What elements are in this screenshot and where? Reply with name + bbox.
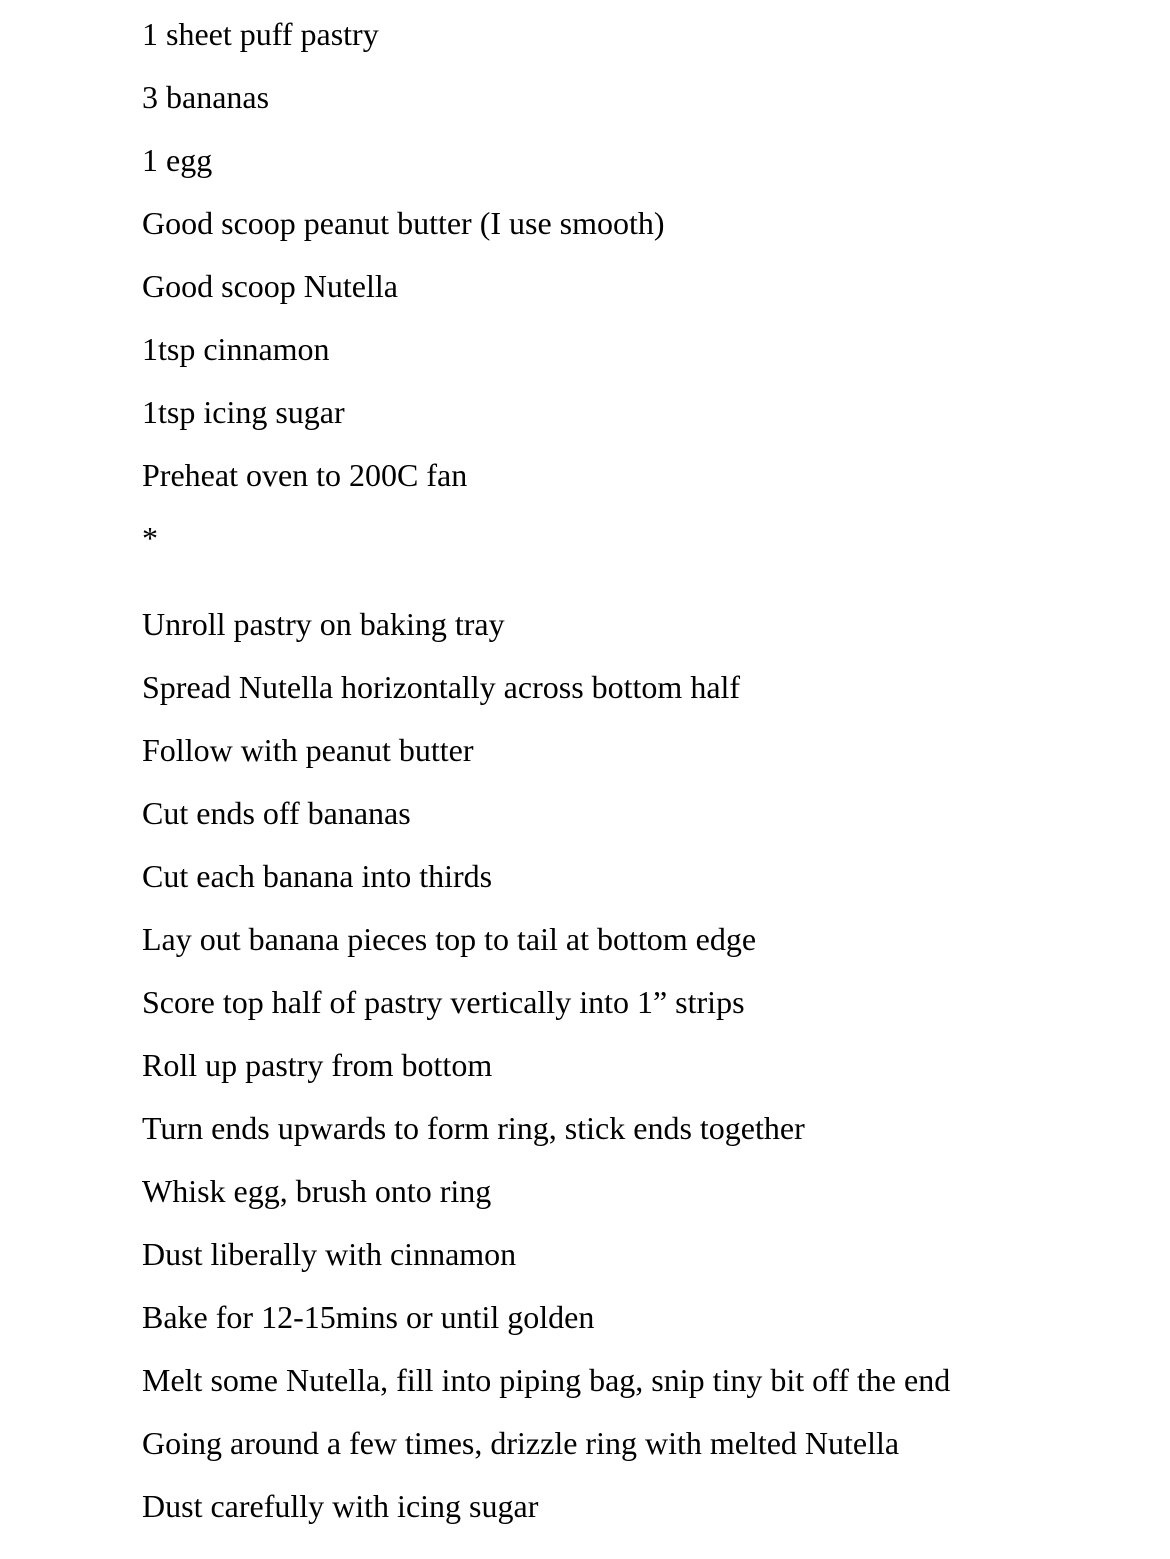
ingredient-line: 1tsp icing sugar [142,394,345,430]
step-line: Spread Nutella horizontally across bottom half [142,669,741,705]
step-line: Turn ends upwards to form ring, stick ends together [142,1110,805,1146]
ingredient-line: Good scoop peanut butter (I use smooth) [142,205,665,241]
step-line: Bake for 12-15mins or until golden [142,1299,595,1335]
step-line: Unroll pastry on baking tray [142,606,505,642]
step-line: Cut each banana into thirds [142,858,493,894]
step-line: Score top half of pastry vertically into 1” strips [142,984,745,1020]
step-line: Cut ends off bananas [142,795,411,831]
step-line: Follow with peanut butter [142,732,474,768]
ingredient-line: 1 egg [142,142,213,178]
ingredient-line: 1 sheet puff pastry [142,16,379,52]
ingredient-line: 1tsp cinnamon [142,331,330,367]
step-line: Whisk egg, brush onto ring [142,1173,492,1209]
ingredient-line: 3 bananas [142,79,270,115]
step-line: Dust carefully with icing sugar [142,1488,539,1524]
section-separator: * [142,520,158,556]
step-line: Going around a few times, drizzle ring with melted Nutella [142,1425,900,1461]
step-line: Dust liberally with cinnamon [142,1236,517,1272]
step-line: Melt some Nutella, fill into piping bag, snip tiny bit off the end [142,1362,951,1398]
step-line: Lay out banana pieces top to tail at bottom edge [142,921,757,957]
ingredient-line: Preheat oven to 200C fan [142,457,468,493]
step-line: Roll up pastry from bottom [142,1047,493,1083]
ingredient-line: Good scoop Nutella [142,268,398,304]
